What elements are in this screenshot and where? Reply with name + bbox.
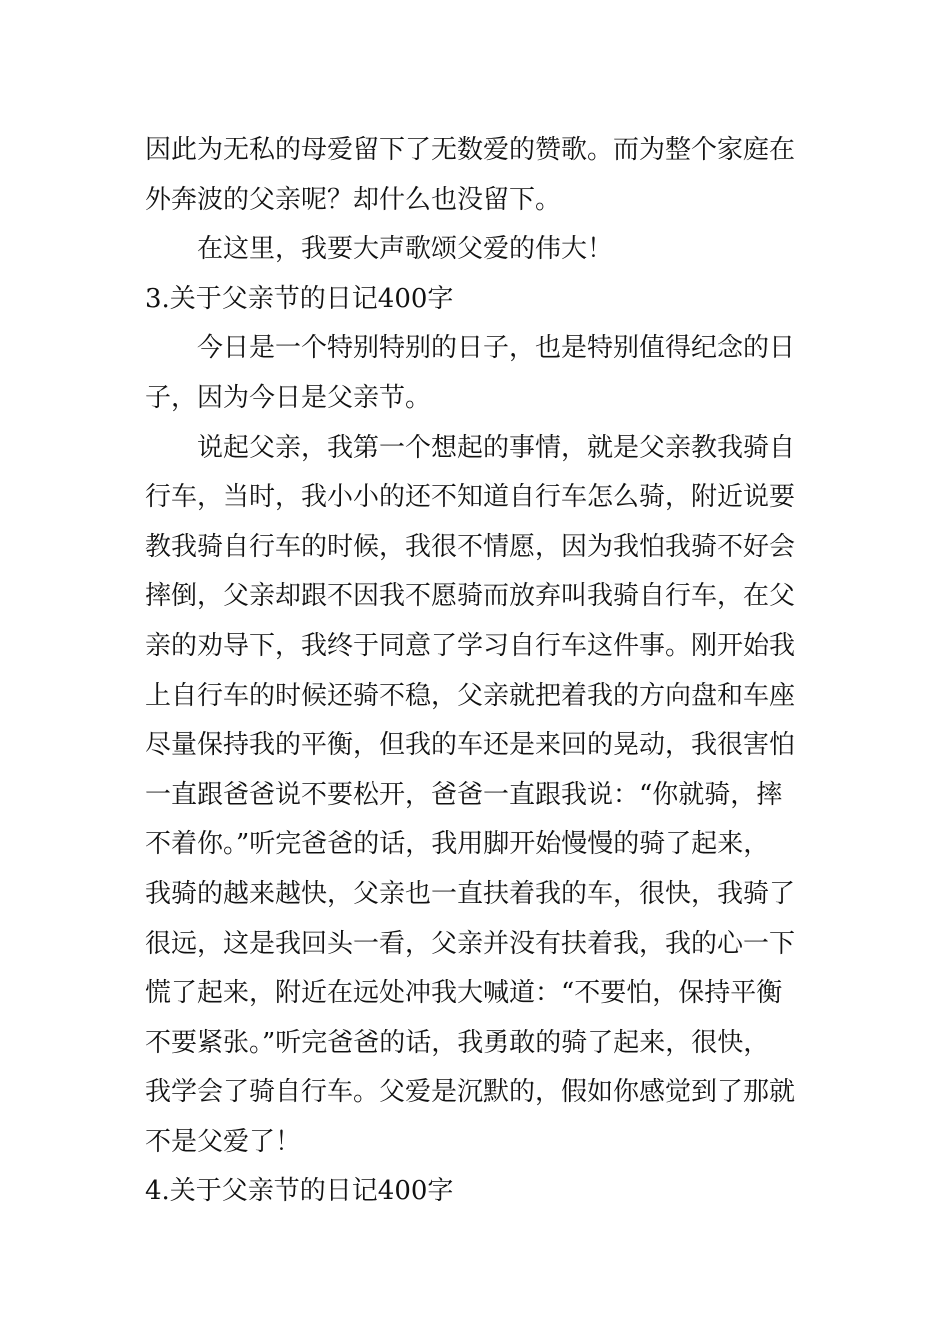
text-line: 不要紧张。”听完爸爸的话，我勇敢的骑了起来，很快， — [145, 1027, 770, 1058]
section-heading-4: 4.关于父亲节的日记400字 — [145, 1176, 454, 1207]
text-line: 今日是一个特别特别的日子，也是特别值得纪念的日 — [197, 333, 796, 364]
text-line: 行车，当时，我小小的还不知道自行车怎么骑，附近说要 — [145, 482, 796, 513]
text-line: 我骑的越来越快，父亲也一直扶着我的车，很快，我骑了 — [145, 878, 796, 909]
text-line: 摔倒，父亲却跟不因我不愿骑而放弃叫我骑自行车，在父 — [145, 581, 796, 612]
document-page — [145, 126, 810, 1217]
paragraph-praise: 在这里，我要大声歌颂父爱的伟大！ — [197, 234, 614, 265]
text-line: 外奔波的父亲呢？却什么也没留下。 — [145, 184, 562, 215]
text-line: 不是父爱了！ — [145, 1126, 302, 1157]
paragraph-bicycle-story — [145, 424, 810, 1168]
text-line: 说起父亲，我第一个想起的事情，就是父亲教我骑自 — [197, 432, 796, 463]
text-line: 亲的劝导下，我终于同意了学习自行车这件事。刚开始我 — [145, 630, 796, 661]
text-line: 上自行车的时候还骑不稳，父亲就把着我的方向盘和车座 — [145, 680, 796, 711]
text-line: 教我骑自行车的时候，我很不情愿，因为我怕我骑不好会 — [145, 531, 796, 562]
paragraph-fathers-day-intro — [145, 324, 810, 423]
text-line: 很远，这是我回头一看，父亲并没有扶着我，我的心一下 — [145, 928, 796, 959]
text-line: 子，因为今日是父亲节。 — [145, 382, 432, 413]
text-line: 尽量保持我的平衡，但我的车还是来回的晃动，我很害怕 — [145, 730, 796, 761]
text-line: 一直跟爸爸说不要松开，爸爸一直跟我说：“你就骑，摔 — [145, 779, 783, 810]
text-line: 因此为无私的母爱留下了无数爱的赞歌。而为整个家庭在 — [145, 135, 796, 165]
text-line: 我学会了骑自行车。父爱是沉默的，假如你感觉到了那就 — [145, 1077, 796, 1108]
section-heading-3: 3.关于父亲节的日记400字 — [145, 283, 454, 314]
text-line: 不着你。”听完爸爸的话，我用脚开始慢慢的骑了起来， — [145, 829, 770, 860]
text-line: 慌了起来，附近在远处冲我大喊道：“不要怕，保持平衡 — [145, 978, 783, 1009]
paragraph-mother-love — [145, 126, 810, 225]
